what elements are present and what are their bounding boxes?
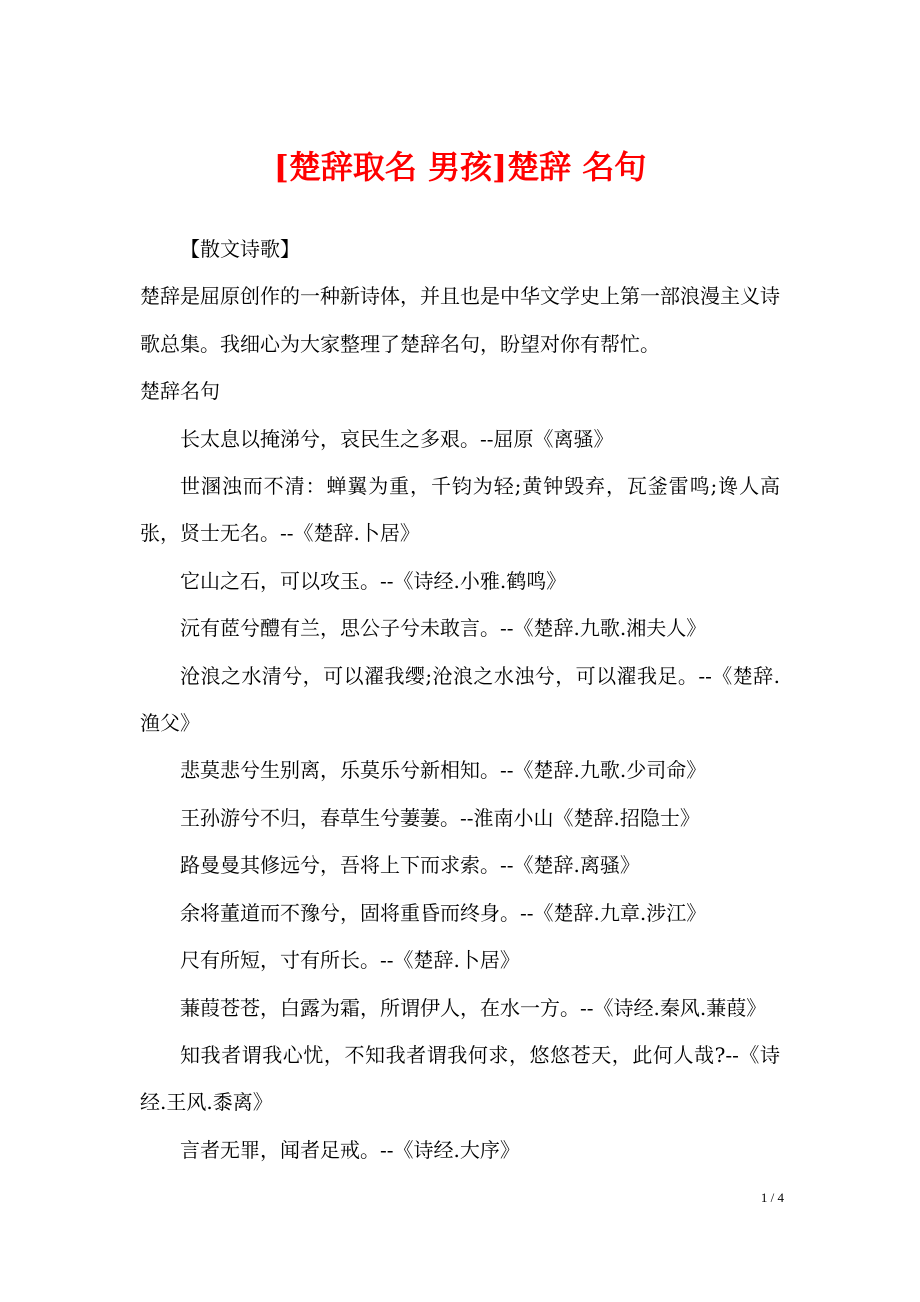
document-body	[140, 226, 780, 1174]
quote-paragraph: 沧浪之水清兮，可以濯我缨;沧浪之水浊兮，可以濯我足。--《楚辞.渔父》	[140, 663, 780, 736]
quote-paragraph: 蒹葭苍苍，白露为霜，所谓伊人，在水一方。--《诗经.秦风.蒹葭》	[180, 995, 767, 1020]
quote-paragraph: 尺有所短，寸有所长。--《楚辞.卜居》	[180, 948, 520, 973]
section-heading: 楚辞名句	[140, 379, 220, 404]
quote-paragraph: 言者无罪，闻者足戒。--《诗经.大序》	[180, 1137, 520, 1162]
quote-paragraph: 世溷浊而不清：蝉翼为重，千钧为轻;黄钟毁弃，瓦釜雷鸣;谗人高张，贤士无名。--《楚辞.卜居》	[140, 474, 780, 546]
quote-paragraph: 知我者谓我心忧，不知我者谓我何求，悠悠苍天，此何人哉?--《诗经.王风.黍离》	[140, 1042, 780, 1115]
page-number: 1 / 4	[760, 1190, 784, 1205]
quote-paragraph: 沅有茝兮醴有兰，思公子兮未敢言。--《楚辞.九歌.湘夫人》	[180, 616, 707, 641]
quote-paragraph: 王孙游兮不归，春草生兮萋萋。--淮南小山《楚辞.招隐士》	[180, 805, 700, 830]
quote-paragraph: 它山之石，可以攻玉。--《诗经.小雅.鹤鸣》	[180, 568, 567, 593]
quote-paragraph: 路曼曼其修远兮，吾将上下而求索。--《楚辞.离骚》	[180, 853, 640, 878]
quote-paragraph: 悲莫悲兮生别离，乐莫乐兮新相知。--《楚辞.九歌.少司命》	[180, 758, 707, 783]
intro-paragraph: 楚辞是屈原创作的一种新诗体，并且也是中华文学史上第一部浪漫主义诗歌总集。我细心为大家整理了楚辞名句，盼望对你有帮忙。	[140, 284, 780, 356]
category-tag: 【散文诗歌】	[180, 237, 300, 261]
page-title: [楚辞取名 男孩]楚辞 名句	[273, 148, 647, 186]
quote-paragraph: 余将董道而不豫兮，固将重昏而终身。--《楚辞.九章.涉江》	[180, 900, 707, 925]
quote-paragraph: 长太息以掩涕兮，哀民生之多艰。--屈原《离骚》	[180, 426, 614, 451]
